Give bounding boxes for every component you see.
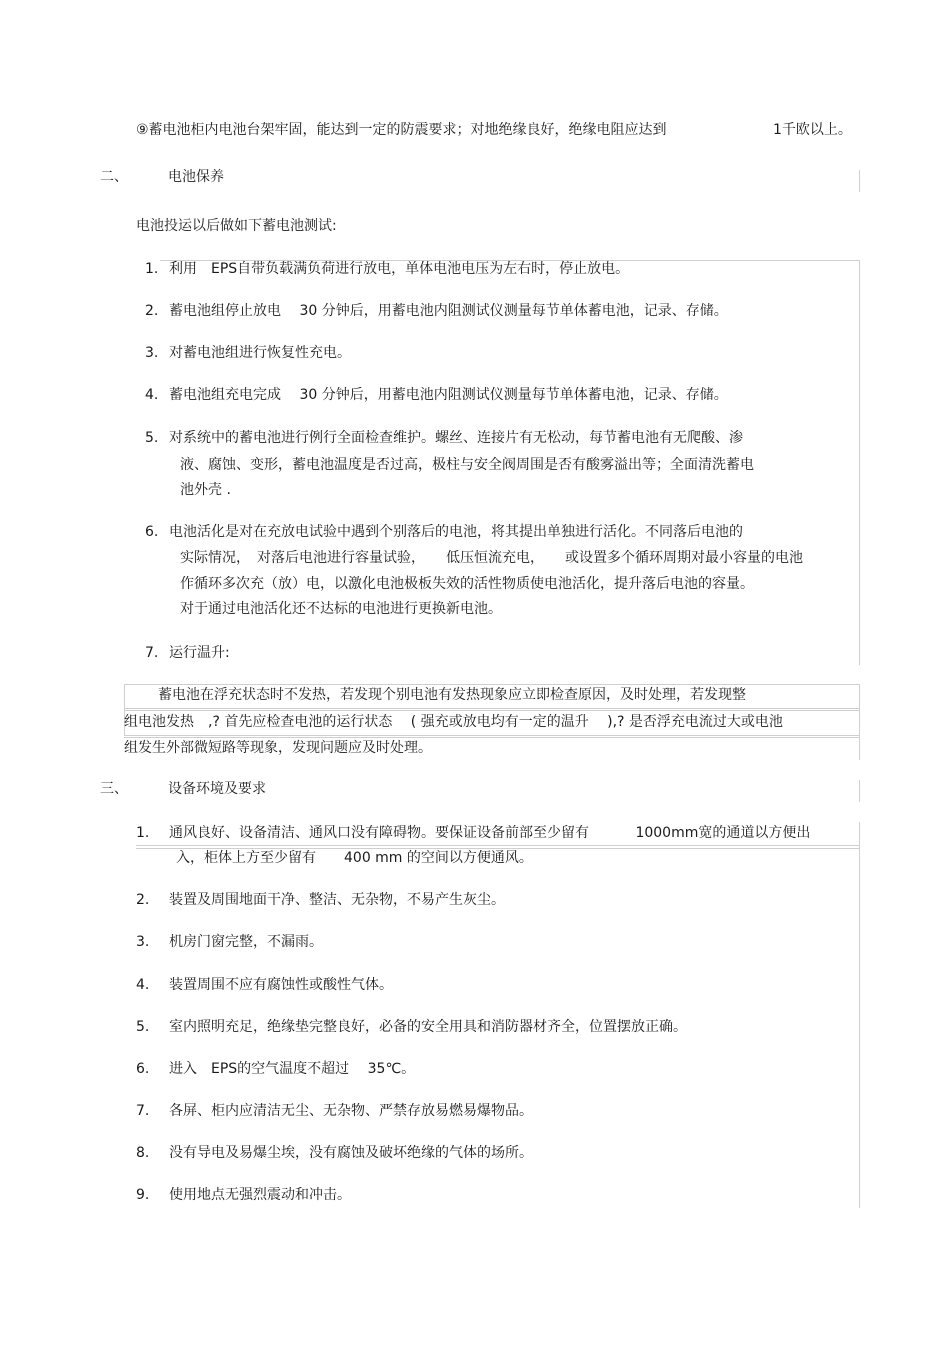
border-temp-2 [124, 708, 860, 709]
s2-item-6-line-3: 作循环多次充（放）电，以激化电池极板失效的活性物质使电池活化，提升落后电池的容量。 [180, 576, 754, 592]
border-s3-item1-a [136, 845, 860, 846]
s2-item-5-line-2: 液、腐蚀、变形，蓄电池温度是否过高，极柱与安全阀周围是否有酸雾溢出等；全面清洗蓄电 [180, 457, 754, 473]
s2-item-4-text: 蓄电池组充电完成 30 分钟后，用蓄电池内阻测试仪测量每节单体蓄电池，记录、存储。 [169, 387, 728, 403]
temp-para-line-3: 组发生外部微短路等现象，发现问题应及时处理。 [124, 740, 432, 756]
s3-item-5-text: 室内照明充足，绝缘垫完整良好，必备的安全用具和消防器材齐全，位置摆放正确。 [169, 1019, 687, 1035]
border-right-temp [859, 684, 860, 760]
s2-item-4-num: 4. [145, 387, 159, 403]
s2-item-6-num: 6. [145, 524, 159, 540]
s3-item-2-text: 装置及周围地面干净、整洁、无杂物，不易产生灰尘。 [169, 892, 505, 908]
s3-item-8-text: 没有导电及易爆尘埃，没有腐蚀及破坏绝缘的气体的场所。 [169, 1145, 533, 1161]
s2-item-1-num: 1. [145, 261, 159, 277]
border-temp-3 [124, 710, 860, 711]
s3-item-7-text: 各屏、柜内应清洁无尘、无杂物、严禁存放易燃易爆物品。 [169, 1103, 533, 1119]
section3-title: 设备环境及要求 [168, 781, 266, 797]
intro-line: ⑨蓄电池柜内电池台架牢固，能达到一定的防震要求；对地绝缘良好，绝缘电阻应达到 [136, 122, 667, 138]
s2-item-1-text: 利用 EPS自带负载满负荷进行放电，单体电池电压为左右时，停止放电。 [169, 261, 630, 277]
border-temp-1 [124, 684, 860, 685]
section2-title: 电池保养 [168, 169, 224, 185]
s2-item-5-line-1: 对系统中的蓄电池进行例行全面检查维护。螺丝、连接片有无松动，每节蓄电池有无爬酸、渗 [169, 430, 743, 446]
border-right-s3-heading [859, 780, 860, 802]
s3-item-3-num: 3. [136, 934, 150, 950]
s3-item-1-line-1: 通风良好、设备清洁、通风口没有障碍物。要保证设备前部至少留有 1000mm宽的通道以方便出 [169, 825, 811, 841]
section3-number: 三、 [100, 781, 128, 797]
border-right-s2-heading [859, 170, 860, 192]
s3-item-9-num: 9. [136, 1187, 150, 1203]
s2-item-7-num: 7. [145, 645, 159, 661]
s2-item-2-num: 2. [145, 303, 159, 319]
s2-item-3-num: 3. [145, 345, 159, 361]
s3-item-1-line-2: 入，柜体上方至少留有 400 mm 的空间以方便通风。 [176, 850, 533, 866]
s2-item-5-line-3: 池外壳 . [180, 482, 231, 498]
border-temp-5 [124, 737, 860, 738]
s2-item-6-line-4: 对于通过电池活化还不达标的电池进行更换新电池。 [180, 601, 502, 617]
s3-item-2-num: 2. [136, 892, 150, 908]
s3-item-1-num: 1. [136, 825, 150, 841]
s3-item-8-num: 8. [136, 1145, 150, 1161]
s2-item-2-text: 蓄电池组停止放电 30 分钟后，用蓄电池内阻测试仪测量每节单体蓄电池，记录、存储。 [169, 303, 728, 319]
s3-item-3-text: 机房门窗完整，不漏雨。 [169, 934, 323, 950]
border-right-s2-list [859, 260, 860, 665]
s2-item-3-text: 对蓄电池组进行恢复性充电。 [169, 345, 351, 361]
temp-para-line-1: 蓄电池在浮充状态时不发热，若发现个别电池有发热现象应立即检查原因，及时处理，若发现整 [158, 687, 746, 703]
s2-item-6-line-2: 实际情况， 对落后电池进行容量试验， 低压恒流充电， 或设置多个循环周期对最小容量的电池 [180, 550, 803, 566]
s3-item-6-text: 进入 EPS的空气温度不超过 35℃。 [169, 1061, 416, 1077]
section2-number: 二、 [100, 169, 128, 185]
s3-item-4-text: 装置周围不应有腐蚀性或酸性气体。 [169, 977, 393, 993]
s3-item-6-num: 6. [136, 1061, 150, 1077]
s2-item-5-num: 5. [145, 430, 159, 446]
border-right-s3-list [859, 822, 860, 1208]
s3-item-5-num: 5. [136, 1019, 150, 1035]
temp-para-line-2: 组电池发热 ,? 首先应检查电池的运行状态 ( 强充或放电均有一定的温升 ),? 是否浮充电流过大或电池 [124, 714, 783, 730]
s3-item-4-num: 4. [136, 977, 150, 993]
s2-item-6-line-1: 电池活化是对在充放电试验中遇到个别落后的电池，将其提出单独进行活化。不同落后电池的 [169, 524, 743, 540]
s3-item-7-num: 7. [136, 1103, 150, 1119]
s3-item-9-text: 使用地点无强烈震动和冲击。 [169, 1187, 351, 1203]
section2-lead: 电池投运以后做如下蓄电池测试: [136, 218, 337, 234]
s2-item-7-text: 运行温升: [169, 645, 230, 661]
intro-line-tail: 1千欧以上。 [773, 122, 852, 138]
border-temp-4 [124, 735, 860, 736]
